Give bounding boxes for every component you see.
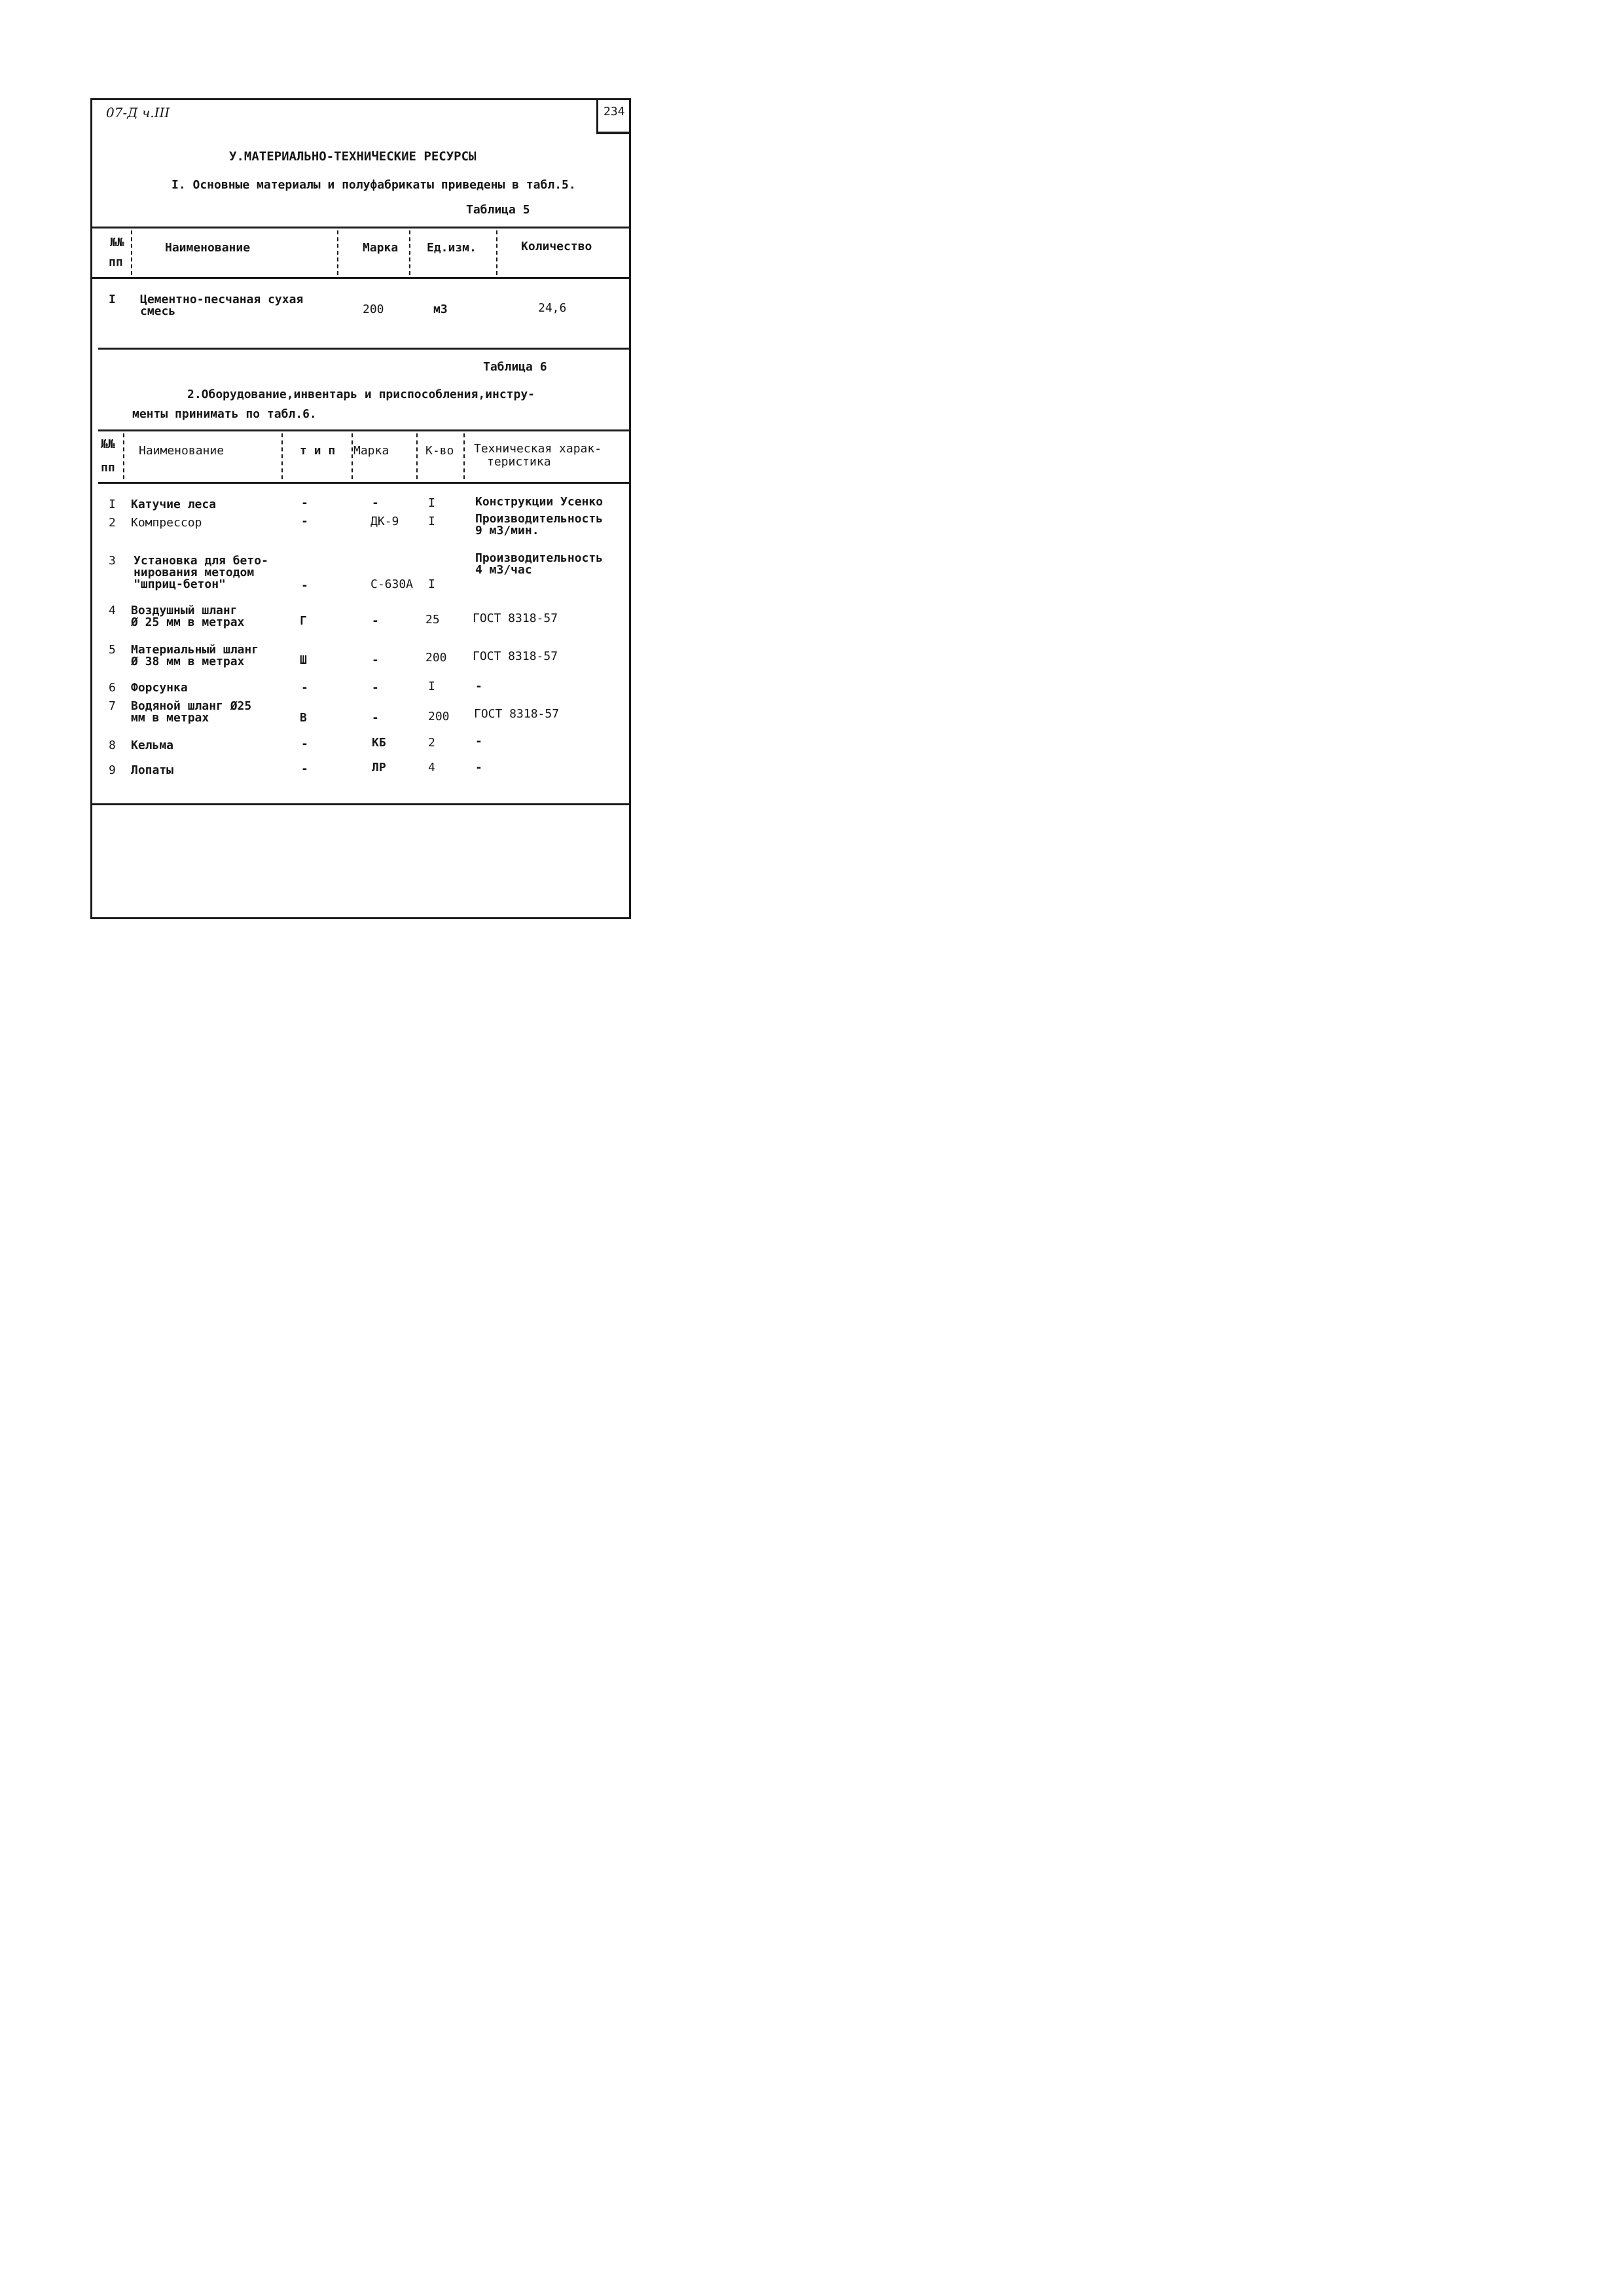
table6-cell-spec: - [475, 680, 482, 693]
table6-col-divider [352, 433, 353, 479]
table6-cell-name: Установка для бето- [134, 554, 268, 568]
table6-cell-name: "шприц-бетон" [134, 577, 226, 591]
table6-col-divider [281, 433, 283, 479]
table6-cell-type: - [301, 515, 308, 528]
table5-header-num: пп [109, 255, 123, 269]
table6-cell-type: - [301, 496, 308, 510]
table6-cell-spec: Производительность [475, 512, 604, 526]
table6-header-num: пп [101, 461, 115, 475]
table6-cell-type: Ш [300, 653, 307, 667]
table5-caption: Таблица 5 [466, 203, 530, 217]
table5-cell-name: Цементно-песчаная сухая [140, 293, 304, 306]
table6-cell-spec: Производительность [475, 551, 604, 565]
table6-cell-brand: - [372, 614, 379, 628]
table5-header-brand: Марка [363, 241, 399, 255]
table6-header-spec: Техническая харак- [474, 442, 602, 456]
table5-col-divider [409, 230, 410, 275]
table6-top-rule [98, 429, 631, 431]
table6-intro-line1: 2.Оборудование,инвентарь и приспособления,инстру- [187, 388, 535, 401]
table6-cell-num: 4 [109, 604, 116, 617]
table6-cell-count: 200 [428, 710, 450, 723]
page-number: 234 [604, 105, 625, 118]
table5-header-unit: Ед.изм. [427, 241, 477, 255]
table6-cell-type: В [300, 711, 307, 725]
table6-cell-count: I [428, 515, 435, 528]
table6-cell-brand: ДК-9 [370, 515, 399, 528]
table5-bottom-rule [98, 348, 631, 350]
table5-cell-qty: 24,6 [538, 301, 567, 315]
table6-cell-count: I [428, 680, 435, 693]
table5-col-divider [337, 230, 338, 275]
table5-header-qty: Количество [521, 240, 592, 253]
table6-cell-name: Водяной шланг Ø25 [131, 699, 252, 713]
table5-col-divider [496, 230, 497, 275]
table6-cell-num: 9 [109, 763, 116, 777]
table6-header-type: т и п [300, 444, 336, 458]
table6-col-divider [463, 433, 465, 479]
table6-cell-spec: 4 м3/час [475, 563, 532, 577]
table6-cell-brand: - [372, 496, 379, 510]
table6-cell-num: 5 [109, 643, 116, 657]
table6-cell-name: Воздушный шланг [131, 604, 238, 617]
table6-col-divider [416, 433, 418, 479]
table6-cell-spec: Конструкции Усенко [475, 495, 604, 509]
table5-top-rule [90, 227, 631, 228]
table6-cell-name: Катучие леса [131, 498, 217, 511]
table5-col-divider [131, 230, 132, 275]
table6-cell-count: I [428, 496, 435, 510]
table6-bottom-rule [90, 803, 631, 805]
table6-cell-count: 25 [425, 613, 440, 627]
table6-cell-count: I [428, 577, 435, 591]
table6-cell-count: 4 [428, 761, 435, 774]
table6-cell-spec: ГОСТ 8318-57 [473, 611, 558, 625]
intro-text: I. Основные материалы и полуфабрикаты приведены в табл.5. [171, 178, 576, 192]
table6-cell-num: 8 [109, 738, 116, 752]
table6-header-num: №№ [101, 437, 115, 451]
table6-cell-brand: - [372, 653, 379, 667]
table6-cell-num: 3 [109, 554, 116, 568]
table6-header-count: К-во [425, 444, 454, 458]
table6-cell-num: 2 [109, 516, 116, 530]
table6-cell-name: мм в метрах [131, 711, 209, 725]
table6-caption: Таблица 6 [483, 360, 547, 374]
table6-cell-name: Ø 25 мм в метрах [131, 615, 245, 629]
table5-cell-brand: 200 [363, 302, 384, 316]
table6-header-name: Наименование [139, 444, 225, 458]
table6-header-rule [98, 482, 631, 484]
table5-cell-name: смесь [140, 304, 176, 318]
table6-cell-brand: ЛР [372, 761, 386, 774]
table6-cell-name: нирования методом [134, 566, 255, 579]
table6-header-spec: теристика [487, 455, 551, 469]
table5-cell-num: I [109, 293, 116, 306]
table6-cell-name: Кельма [131, 738, 174, 752]
table6-cell-brand: - [372, 711, 379, 725]
table6-cell-count: 200 [425, 651, 447, 665]
table6-cell-name: Лопаты [131, 763, 174, 777]
table6-cell-name: Форсунка [131, 681, 188, 695]
table6-cell-name: Материальный шланг [131, 643, 259, 657]
table6-cell-spec: ГОСТ 8318-57 [474, 707, 560, 721]
table6-cell-brand: КБ [372, 736, 386, 750]
table6-cell-name: Компрессор [131, 516, 202, 530]
table6-header-brand: Марка [353, 444, 389, 458]
table6-cell-type: - [301, 579, 308, 592]
table6-cell-spec: ГОСТ 8318-57 [473, 649, 558, 663]
table6-cell-type: Г [300, 614, 307, 628]
table6-cell-brand: С-630А [370, 577, 414, 591]
table5-header-num: №№ [110, 236, 124, 249]
table6-col-divider [123, 433, 124, 479]
table6-cell-type: - [301, 762, 308, 776]
table6-cell-name: Ø 38 мм в метрах [131, 655, 245, 668]
table6-cell-num: I [109, 498, 116, 511]
doc-code: 07-Д ч.III [106, 105, 170, 120]
table6-cell-spec: - [475, 735, 482, 748]
table6-cell-spec: 9 м3/мин. [475, 524, 539, 538]
table6-cell-num: 7 [109, 699, 116, 713]
table6-cell-spec: - [475, 761, 482, 774]
table6-cell-num: 6 [109, 681, 116, 695]
table5-header-name: Наименование [165, 241, 251, 255]
table6-cell-brand: - [372, 681, 379, 695]
table6-cell-type: - [301, 737, 308, 751]
table6-cell-count: 2 [428, 736, 435, 750]
table5-header-rule [90, 277, 631, 279]
table6-cell-type: - [301, 681, 308, 695]
table5-cell-unit: м3 [433, 302, 448, 316]
section-title: У.МАТЕРИАЛЬНО-ТЕХНИЧЕСКИЕ РЕСУРСЫ [229, 149, 477, 164]
table6-intro-line2: менты принимать по табл.6. [132, 407, 317, 421]
